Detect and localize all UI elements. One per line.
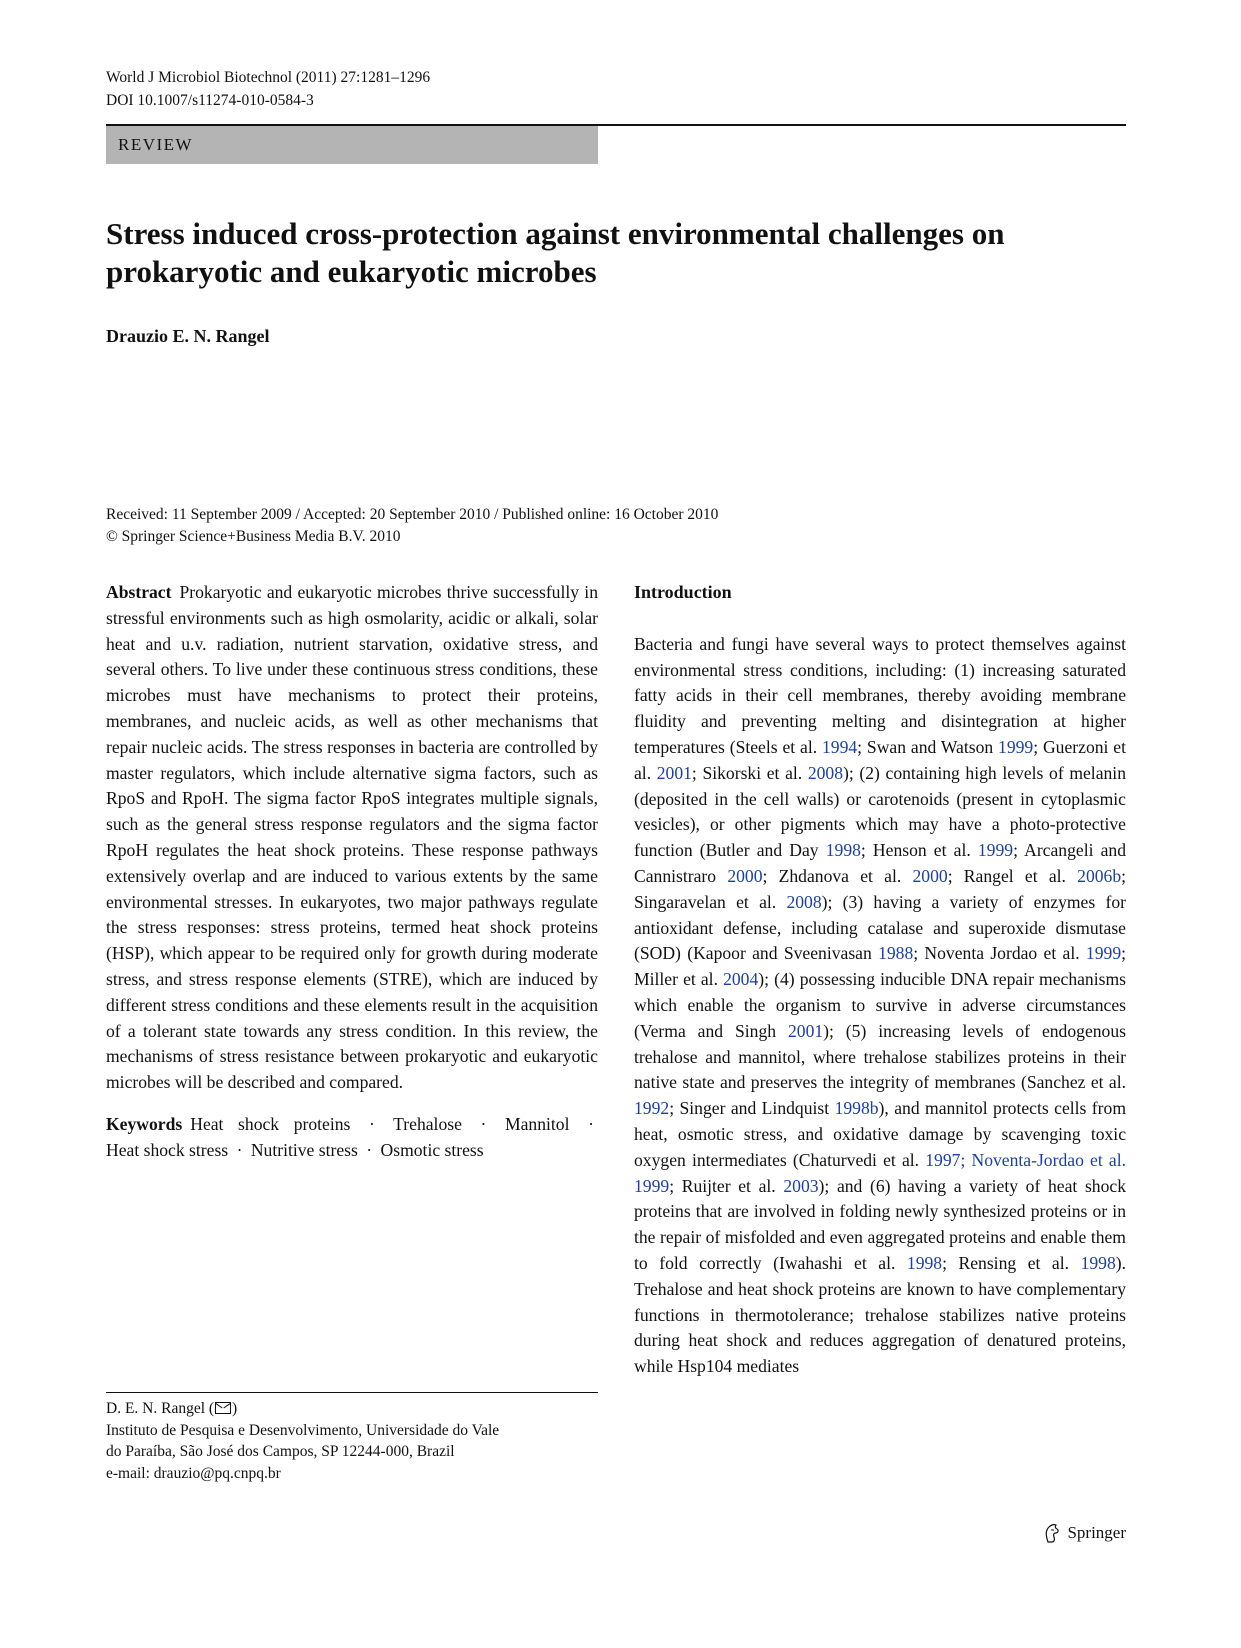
keyword: Heat shock stress: [106, 1139, 229, 1160]
citation-link[interactable]: 2001: [787, 1020, 824, 1041]
article-title: Stress induced cross-protection against environmental challenges on prokaryotic and eukaryotic microbes: [106, 216, 1005, 289]
body-text: ; Zhdanova et al.: [762, 865, 913, 886]
affiliation-line-1: Instituto de Pesquisa e Desenvolvimento, Universidade do Vale: [106, 1421, 500, 1439]
author-email: e-mail: drauzio@pq.cnpq.br: [106, 1464, 281, 1482]
body-text: ; Rangel et al.: [947, 865, 1078, 886]
body-text: ); (4) possessing inducible DNA repair mechanisms which enable the organism to survive in adverse circumstances (Verma and Singh: [634, 969, 1126, 1041]
body-text: ; Miller et al.: [634, 943, 1126, 990]
envelope-icon: [215, 1402, 231, 1414]
citation-link[interactable]: 1988: [878, 943, 914, 964]
body-text: ); (5) increasing levels of endogenous trehalose and mannitol, where trehalose stabilizes proteins in their native state and preserves the integrity of membranes (Sanchez et al.: [634, 1020, 1126, 1093]
introduction-body: [634, 632, 1126, 1380]
section-bar: [106, 126, 598, 164]
journal-citation: World J Microbiol Biotechnol (2011) 27:1281–1296: [106, 69, 431, 86]
corresponding-author: [106, 1398, 598, 1420]
keyword-separator: ·: [588, 1113, 594, 1134]
citation-link[interactable]: 1998b: [834, 1098, 879, 1119]
keyword: Heat shock proteins: [190, 1113, 351, 1134]
citation-link[interactable]: 1992: [634, 1098, 670, 1119]
body-text: ; Singaravelan et al.: [634, 865, 1127, 912]
body-text: ; Sikorski et al.: [691, 762, 808, 783]
body-text: ; Ruijter et al.: [669, 1175, 784, 1196]
citation-link[interactable]: 1999: [977, 840, 1014, 861]
introduction-heading: Introduction: [634, 582, 732, 602]
body-text: ; Singer and Lindquist: [669, 1098, 835, 1119]
received-accepted-line: Received: 11 September 2009 / Accepted: 20 September 2010 / Published online: 16 October 2010: [106, 506, 719, 523]
abstract: [106, 580, 598, 1096]
footnote-name-close: ): [232, 1400, 238, 1417]
citation-link[interactable]: 1997; Noventa-Jordao et al. 1999: [634, 1149, 1126, 1196]
publication-dates: [106, 504, 718, 548]
left-column: [106, 580, 598, 1164]
footnote-rule: [106, 1392, 598, 1393]
abstract-text: Prokaryotic and eukaryotic microbes thrive successfully in stressful environments such as high osmolarity, acidic or alkali, solar heat and u.v. radiation, nutrient starvation, oxidative stress, and several others. To live under these continuous stress conditions, these microbes must have mechanisms to protect their proteins, membranes, and nucleic acids, as well as other mechanisms that repair nucleic acids. The stress responses in bacteria are controlled by master regulators, which include alternative sigma factors, such as RpoS and RpoH. The sigma factor RpoS integrates multiple signals, such as the general stress response regulators and the sigma factor RpoH regulates the heat shock proteins. These response pathways extensively overlap and are induced to various extents by the same environmental stresses. In eukaryotes, two major pathways regulate the stress responses: stress proteins, termed heat shock proteins (HSP), which appear to be required only for growth during moderate stress, and stress response elements (STRE), which are induced by different stress conditions and these elements result in the acquisition of a tolerant state towards any stress condition. In this review, the mechanisms of stress resistance between prokaryotic and eukaryotic microbes will be described and compared.: [106, 582, 598, 1093]
body-text: ; Swan and Watson: [857, 736, 999, 757]
citation-link[interactable]: 1999: [998, 736, 1034, 757]
body-text: ); (2) containing high levels of melanin (deposited in the cell walls) or carotenoids (present in cytoplasmic vesicles), or other pigments which may have a photo-protective function (Butler and Day: [634, 762, 1126, 861]
right-column: [634, 580, 1126, 1380]
body-text: ; Guerzoni et al.: [634, 736, 1126, 783]
citation-link[interactable]: 2000: [912, 865, 948, 886]
citation-link[interactable]: 2001: [656, 762, 692, 783]
body-text: ); (3) having a variety of enzymes for antioxidant defense, including catalase and superoxide dismutase (SOD) (Kapoor and Sveenivasan: [634, 891, 1126, 964]
keyword-separator: ·: [369, 1113, 375, 1134]
keyword-separator: ·: [366, 1139, 373, 1160]
citation-link[interactable]: 2004: [723, 969, 759, 990]
author-footnote: [106, 1398, 598, 1484]
body-text: ); and (6) having a variety of heat shock proteins that are involved in folding newly synthesized proteins or in the repair of misfolded and even aggregated proteins and enable them to fold correctly (Iwahashi et al.: [634, 1175, 1126, 1273]
keywords: [106, 1112, 598, 1164]
citation-link[interactable]: 1994: [821, 736, 858, 757]
body-text: ; Arcangeli and Cannistraro: [634, 840, 1127, 886]
body-text: ). Trehalose and heat shock proteins are known to have complementary functions in thermotolerance; trehalose stabilizes native proteins during heat shock and reduces aggregation of denatured proteins, while Hsp104 mediates: [634, 1252, 1127, 1377]
citation-link[interactable]: 2000: [727, 865, 763, 886]
body-text: Bacteria and fungi have several ways to protect themselves against environmental stress conditions, including: (1) increasing saturated fatty acids in their cell membranes, thereby avoiding membrane fluidity and preventing melting and disintegration at higher temperatures (Steels et al.: [634, 633, 1126, 757]
section-label: REVIEW: [118, 135, 194, 154]
keywords-label: Keywords: [106, 1113, 183, 1134]
keyword: Osmotic stress: [380, 1139, 484, 1160]
citation-link[interactable]: 1998: [825, 840, 861, 861]
journal-doi: DOI 10.1007/s11274-010-0584-3: [106, 92, 314, 109]
body-text: ), and mannitol protects cells from heat, osmotic stress, and oxidative damage by scavenging toxic oxygen intermediates (Chaturvedi et al.: [634, 1098, 1127, 1170]
citation-link[interactable]: 2008: [807, 762, 843, 783]
citation-link[interactable]: 1998: [906, 1252, 943, 1273]
affiliation-line-2: do Paraíba, São José dos Campos, SP 12244-000, Brazil: [106, 1443, 455, 1460]
copyright-line: © Springer Science+Business Media B.V. 2010: [106, 528, 401, 545]
abstract-label: Abstract: [106, 582, 172, 602]
citation-link[interactable]: 1999: [1085, 943, 1122, 964]
springer-horse-icon: [1042, 1522, 1062, 1544]
keyword: Mannitol: [504, 1113, 570, 1134]
body-text: ; Rensing et al.: [942, 1252, 1081, 1273]
keyword-separator: ·: [480, 1113, 487, 1134]
keyword-separator: ·: [236, 1139, 243, 1160]
keyword: Nutritive stress: [250, 1139, 358, 1160]
journal-header: [106, 66, 430, 112]
body-text: ; Noventa Jordao et al.: [913, 943, 1086, 964]
citation-link[interactable]: 2006b: [1077, 865, 1122, 886]
publisher-logo: [1042, 1522, 1126, 1544]
keyword: Trehalose: [393, 1113, 462, 1134]
citation-link[interactable]: 1998: [1080, 1252, 1116, 1273]
publisher-name: Springer: [1067, 1523, 1126, 1542]
body-text: ; Henson et al.: [860, 840, 978, 861]
article-author: Drauzio E. N. Rangel: [106, 326, 270, 346]
citation-link[interactable]: 2003: [783, 1175, 819, 1196]
footnote-name: D. E. N. Rangel (: [106, 1400, 215, 1417]
citation-link[interactable]: 2008: [786, 891, 822, 912]
